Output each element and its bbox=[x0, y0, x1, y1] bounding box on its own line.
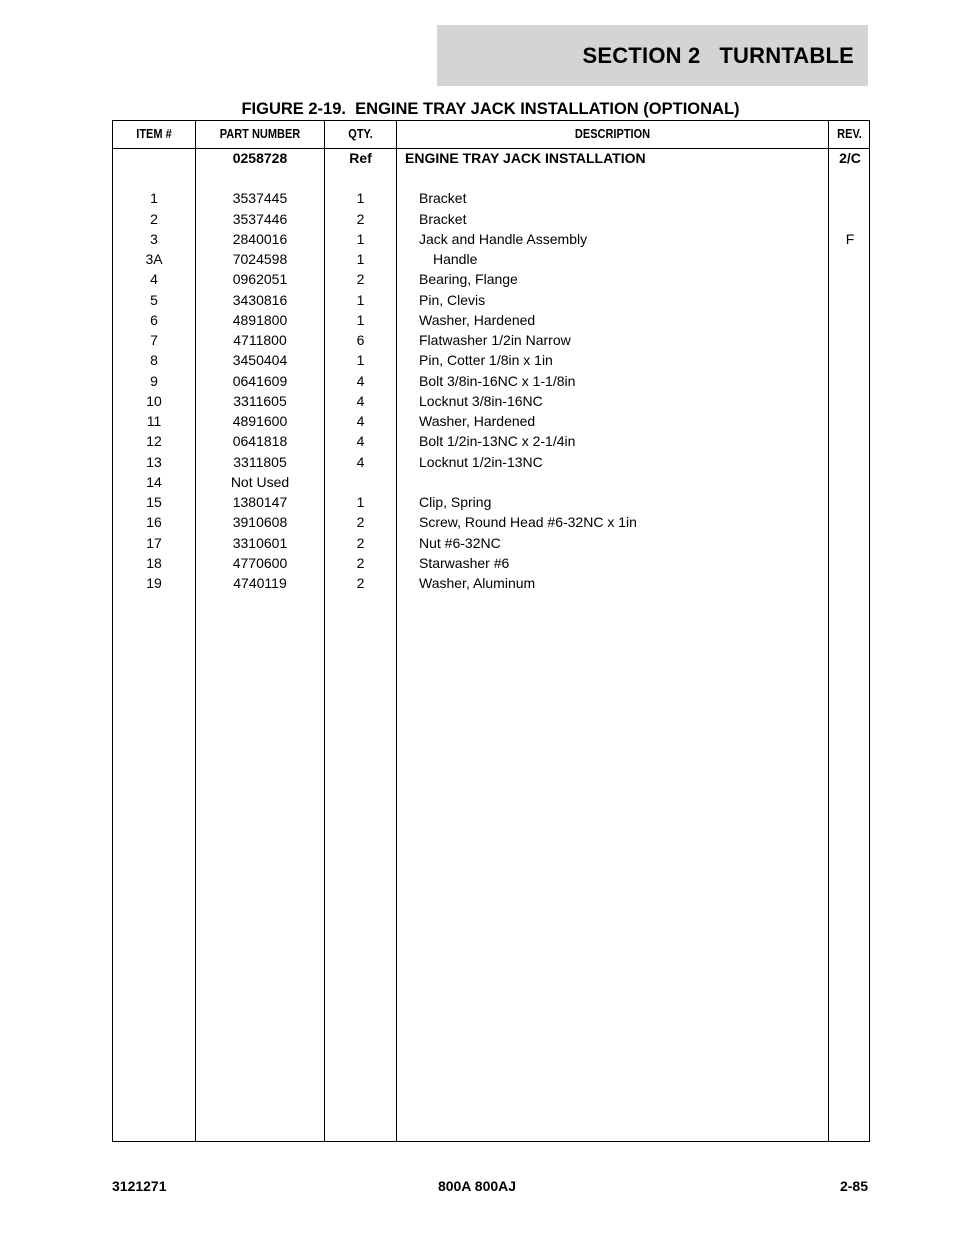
cell-item: 1 bbox=[150, 190, 158, 207]
cell-rev: F bbox=[845, 230, 855, 247]
cell-description: Locknut 3/8in-16NC bbox=[419, 392, 543, 409]
cell-description: Pin, Cotter 1/8in x 1in bbox=[419, 352, 553, 369]
cell-qty: 1 bbox=[356, 230, 365, 247]
cell-part-number: 1380147 bbox=[232, 494, 288, 510]
cell-part-number: 4740119 bbox=[233, 575, 287, 591]
cell-part-number: 3311805 bbox=[233, 453, 287, 470]
cell-qty: 4 bbox=[356, 392, 365, 409]
cell-item: 10 bbox=[146, 392, 162, 409]
cell-part-number: 3311605 bbox=[233, 392, 287, 409]
cell-part-number: 7024598 bbox=[232, 251, 288, 267]
cell-part-number: 4891800 bbox=[232, 311, 288, 328]
header-qty: QTY. bbox=[348, 127, 373, 141]
cell-qty: 1 bbox=[356, 494, 365, 510]
cell-description: Screw, Round Head #6-32NC x 1in bbox=[419, 514, 637, 531]
cell-description: Washer, Hardened bbox=[419, 413, 536, 429]
cell-part-number: 3310601 bbox=[232, 534, 288, 551]
cell-item: 11 bbox=[146, 413, 162, 429]
cell-rev bbox=[830, 209, 870, 229]
cell-item: 16 bbox=[146, 514, 162, 531]
cell-rev bbox=[830, 188, 870, 208]
cell-description: Handle bbox=[433, 251, 478, 267]
cell-item: 2 bbox=[150, 210, 158, 227]
cell-part-number: 0641818 bbox=[232, 433, 288, 450]
cell-description: Bolt 1/2in-13NC x 2-1/4in bbox=[419, 433, 576, 450]
parts-table bbox=[112, 120, 870, 1142]
section-title: SECTION 2 TURNTABLE bbox=[582, 42, 854, 68]
cell-part-number: 2840016 bbox=[232, 230, 288, 247]
cell-description bbox=[401, 472, 847, 492]
cell-item: 5 bbox=[150, 291, 158, 308]
cell-qty: 2 bbox=[356, 514, 365, 531]
cell-qty: 4 bbox=[356, 453, 365, 470]
cell-description: Washer, Aluminum bbox=[419, 575, 536, 591]
column-divider bbox=[396, 121, 397, 1141]
cell-part-number: Not Used bbox=[230, 473, 290, 490]
cell-description: Nut #6-32NC bbox=[419, 534, 501, 551]
cell-part-number: 3910608 bbox=[232, 514, 288, 531]
cell-rev: 2/C bbox=[839, 150, 861, 166]
cell-item: 14 bbox=[146, 473, 162, 490]
cell-description: Jack and Handle Assembly bbox=[419, 230, 588, 247]
cell-item: 18 bbox=[146, 554, 162, 571]
cell-part-number: 4891600 bbox=[232, 413, 288, 429]
cell-qty: 1 bbox=[356, 291, 365, 308]
cell-rev bbox=[830, 512, 870, 532]
cell-rev bbox=[830, 472, 870, 492]
cell-part-number: 0962051 bbox=[232, 271, 288, 288]
cell-qty: Ref bbox=[349, 150, 372, 166]
cell-item: 3A bbox=[145, 251, 163, 267]
cell-item: 17 bbox=[146, 534, 162, 551]
cell-part-number: 3450404 bbox=[232, 352, 288, 369]
header-part-number: PART NUMBER bbox=[219, 127, 301, 141]
cell-rev bbox=[830, 391, 870, 411]
cell-part-number: 4711800 bbox=[233, 332, 287, 348]
header-rev: REV. bbox=[837, 127, 862, 141]
cell-description: Bearing, Flange bbox=[419, 271, 518, 288]
cell-rev bbox=[830, 573, 870, 593]
cell-rev bbox=[830, 553, 870, 573]
cell-rev bbox=[830, 249, 870, 269]
cell-qty bbox=[325, 472, 396, 492]
cell-item: 15 bbox=[146, 494, 162, 510]
cell-qty: 1 bbox=[356, 251, 365, 267]
cell-rev bbox=[830, 330, 870, 350]
footer-document-number: 3121271 bbox=[112, 1178, 167, 1194]
cell-rev bbox=[830, 533, 870, 553]
cell-qty: 1 bbox=[356, 311, 365, 328]
cell-description: Pin, Clevis bbox=[419, 291, 486, 308]
footer-page-number: 2-85 bbox=[839, 1178, 868, 1194]
cell-part-number: 3430816 bbox=[232, 291, 288, 308]
cell-rev bbox=[830, 452, 870, 472]
cell-description: Bracket bbox=[419, 190, 467, 207]
cell-description: Flatwasher 1/2in Narrow bbox=[419, 332, 571, 348]
cell-item bbox=[113, 148, 195, 168]
cell-item: 6 bbox=[150, 311, 158, 328]
cell-part-number: 0641609 bbox=[232, 372, 288, 389]
cell-rev bbox=[830, 290, 870, 310]
cell-rev bbox=[830, 310, 870, 330]
cell-qty: 2 bbox=[356, 554, 365, 571]
cell-part-number: 3537446 bbox=[232, 210, 288, 227]
cell-description: Bolt 3/8in-16NC x 1-1/8in bbox=[419, 372, 576, 389]
cell-qty: 1 bbox=[356, 352, 365, 369]
cell-item: 13 bbox=[146, 453, 162, 470]
table-header bbox=[113, 121, 869, 149]
cell-description: ENGINE TRAY JACK INSTALLATION bbox=[405, 150, 646, 166]
cell-item: 3 bbox=[150, 230, 158, 247]
cell-item: 12 bbox=[146, 433, 162, 450]
cell-description: Bracket bbox=[419, 210, 467, 227]
cell-rev bbox=[830, 492, 870, 512]
cell-description: Clip, Spring bbox=[419, 494, 492, 510]
cell-part-number: 0258728 bbox=[232, 150, 288, 166]
cell-rev bbox=[830, 269, 870, 289]
figure-title: FIGURE 2-19. ENGINE TRAY JACK INSTALLATION (OPTIONAL) bbox=[241, 100, 740, 118]
cell-item: 4 bbox=[150, 271, 158, 288]
header-description: DESCRIPTION bbox=[574, 127, 651, 141]
header-item: ITEM # bbox=[136, 127, 172, 141]
cell-item: 8 bbox=[150, 352, 158, 369]
cell-item: 9 bbox=[150, 372, 158, 389]
cell-qty: 2 bbox=[356, 271, 365, 288]
cell-qty: 4 bbox=[356, 372, 365, 389]
cell-part-number: 3537445 bbox=[232, 190, 288, 207]
cell-item: 7 bbox=[150, 332, 158, 348]
cell-rev bbox=[830, 431, 870, 451]
footer-model: 800A 800AJ bbox=[437, 1178, 517, 1194]
cell-qty: 2 bbox=[356, 575, 365, 591]
cell-description: Locknut 1/2in-13NC bbox=[419, 453, 543, 470]
cell-qty: 1 bbox=[356, 190, 365, 207]
cell-rev bbox=[830, 350, 870, 370]
cell-description: Starwasher #6 bbox=[419, 554, 510, 571]
cell-qty: 4 bbox=[356, 433, 365, 450]
cell-rev bbox=[830, 371, 870, 391]
cell-qty: 2 bbox=[356, 210, 365, 227]
cell-item: 19 bbox=[146, 575, 162, 591]
cell-description: Washer, Hardened bbox=[419, 311, 536, 328]
section-banner bbox=[437, 25, 868, 86]
cell-qty: 6 bbox=[356, 332, 365, 348]
cell-rev bbox=[830, 411, 870, 431]
cell-qty: 2 bbox=[356, 534, 365, 551]
cell-part-number: 4770600 bbox=[232, 554, 288, 571]
cell-qty: 4 bbox=[356, 413, 365, 429]
